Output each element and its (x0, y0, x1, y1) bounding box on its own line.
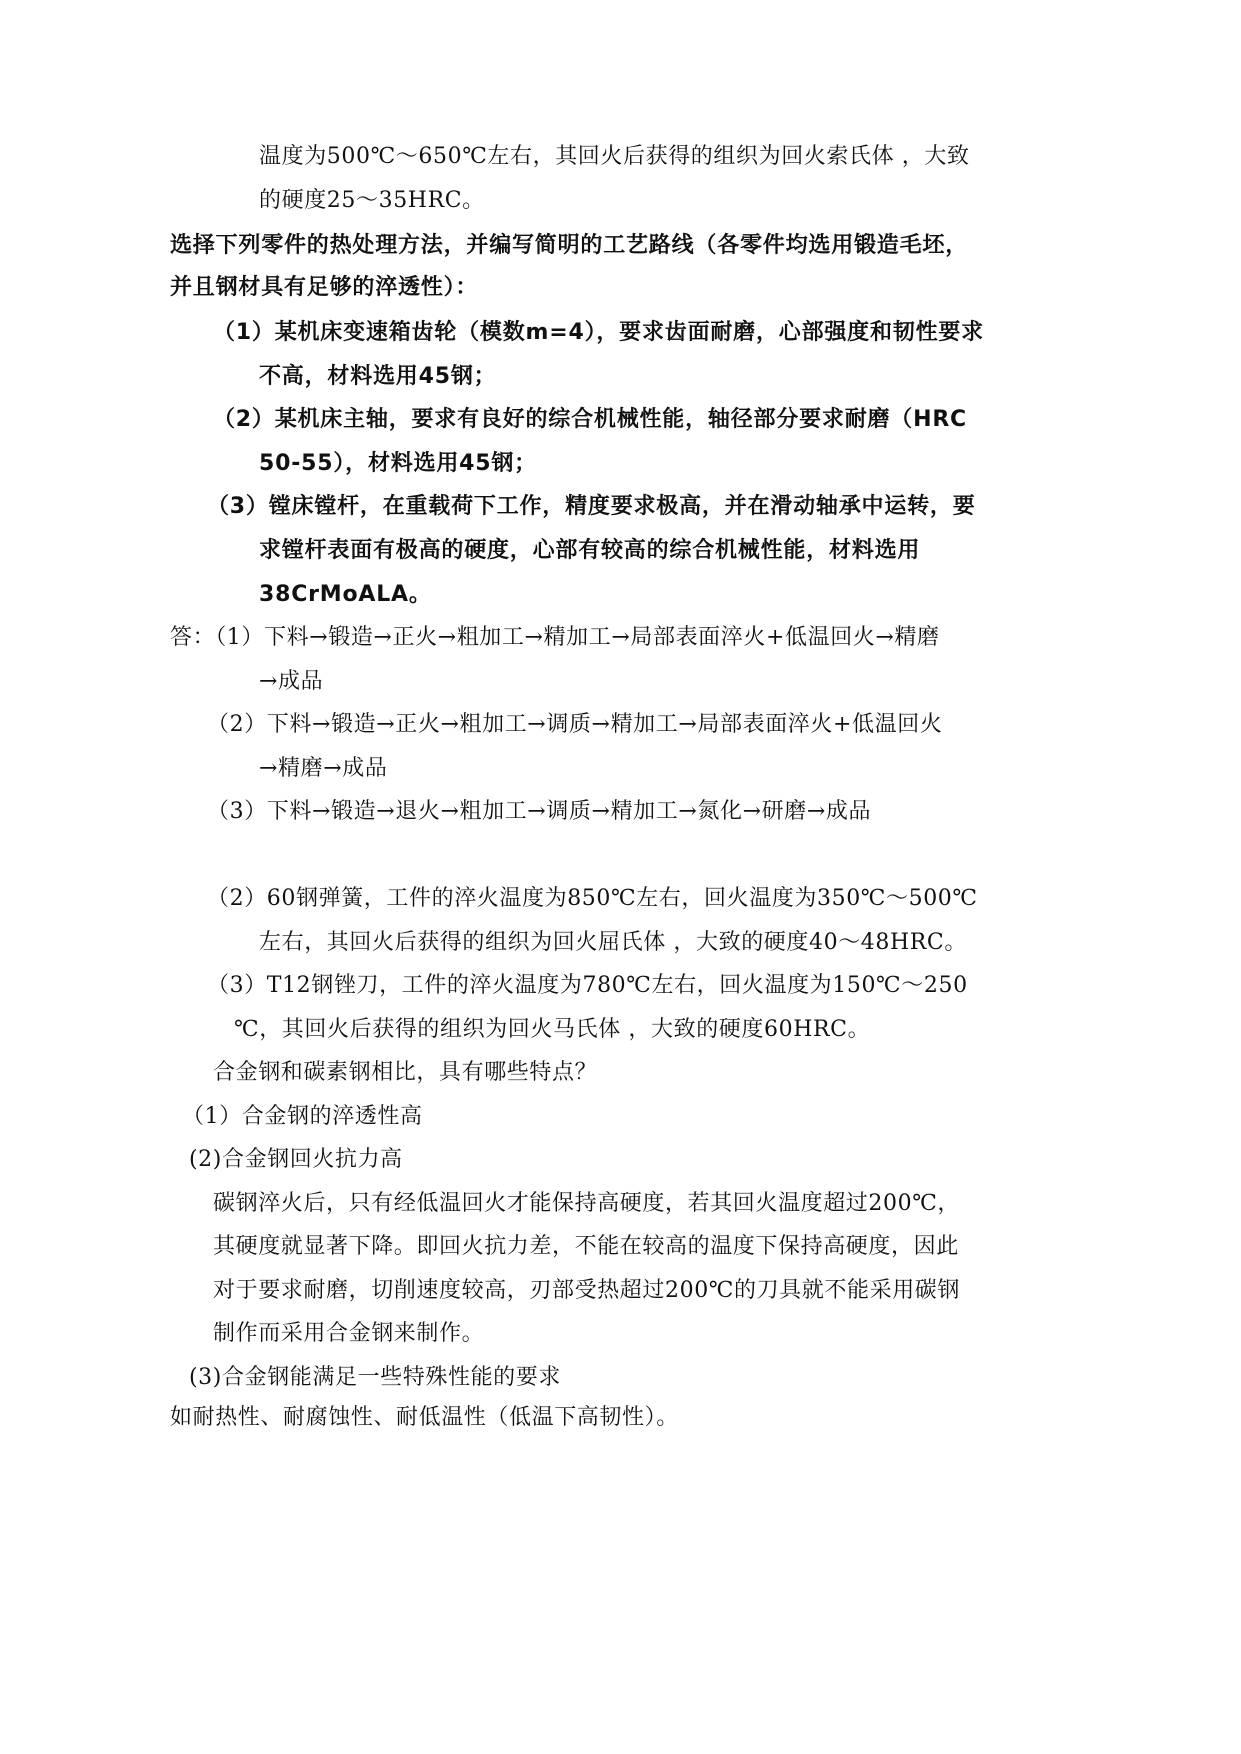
text-line: 的硬度25～35HRC。 (259, 188, 485, 213)
text-line: 温度为500℃～650℃左右，其回火后获得的组织为回火索氏体 ，大致 (259, 144, 970, 169)
text-line: 制作而采用合金钢来制作。 (213, 1321, 485, 1346)
answer-line: →精磨→成品 (259, 756, 388, 781)
answer-line: 答：（1）下料→锻造→正火→粗加工→精加工→局部表面淬火+低温回火→精磨 (170, 625, 940, 650)
text-line: (2)合金钢回火抗力高 (189, 1147, 403, 1172)
question-item: 求镗杆表面有极高的硬度，心部有较高的综合机械性能，材料选用 (259, 538, 921, 563)
text-line: 左右，其回火后获得的组织为回火屈氏体 ，大致的硬度40～48HRC。 (259, 930, 967, 955)
answer-line: →成品 (259, 669, 324, 694)
answer-line: （2）下料→锻造→正火→粗加工→调质→精加工→局部表面淬火+低温回火 (207, 712, 943, 737)
question-heading: 并且钢材具有足够的淬透性）： (170, 275, 479, 300)
answer-line: （3）下料→锻造→退火→粗加工→调质→精加工→氮化→研磨→成品 (207, 799, 872, 824)
question-item: （1）某机床变速箱齿轮（模数m=4），要求齿面耐磨，心部强度和韧性要求 (213, 320, 984, 345)
question-item: 50-55），材料选用45钢； (259, 451, 537, 476)
text-line: （2）60钢弹簧，工件的淬火温度为850℃左右，回火温度为350℃～500℃ (207, 886, 978, 911)
text-line: 其硬度就显著下降。即回火抗力差，不能在较高的温度下保持高硬度，因此 (213, 1234, 959, 1259)
text-line: 对于要求耐磨，切削速度较高，刃部受热超过200℃的刀具就不能采用碳钢 (213, 1278, 961, 1303)
text-line: （1）合金钢的淬透性高 (182, 1104, 423, 1129)
question-item: 不高，材料选用45钢； (259, 364, 497, 389)
text-line: 合金钢和碳素钢相比，具有哪些特点？ (213, 1060, 598, 1085)
question-heading: 选择下列零件的热处理方法，并编写简明的工艺路线（各零件均选用锻造毛坯， (170, 233, 969, 258)
text-line: (3)合金钢能满足一些特殊性能的要求 (189, 1365, 561, 1390)
text-line: 碳钢淬火后，只有经低温回火才能保持高硬度，若其回火温度超过200℃， (213, 1191, 961, 1216)
question-item: 38CrMoALA。 (259, 582, 432, 607)
text-line: 如耐热性、耐腐蚀性、耐低温性（低温下高韧性）。 (170, 1405, 679, 1430)
text-line: （3）T12钢锉刀，工件的淬火温度为780℃左右，回火温度为150℃～250 (207, 973, 968, 998)
question-item: （3）镗床镗杆，在重载荷下工作，精度要求极高，并在滑动轴承中运转，要 (207, 494, 976, 519)
question-item: （2）某机床主轴，要求有良好的综合机械性能，轴径部分要求耐磨（HRC (213, 407, 968, 432)
text-line: ℃，其回火后获得的组织为回火马氏体 ，大致的硬度60HRC。 (234, 1017, 871, 1042)
